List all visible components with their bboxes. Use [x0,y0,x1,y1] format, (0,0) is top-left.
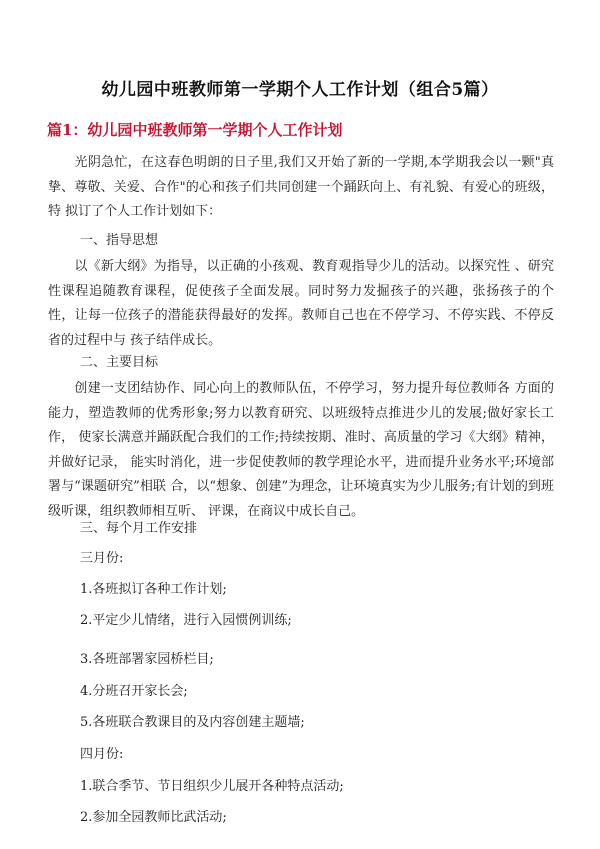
intro-paragraph: 光阴急忙，在这春色明朗的日子里,我们又开始了新的一学期,本学期我会以一颗"真挚、尊敬、关爱、合作"的心和孩子们共同创建一个踊跃向上、有礼貌、有爱心的班级，特 拟订了个人工作计划如下： [48,155,554,219]
section3-heading: 三、每个月工作安排 [80,521,198,536]
article-subtitle: 篇1：幼儿园中班教师第一学期个人工作计划 [47,121,343,139]
section2-heading: 二、主要目标 [80,355,159,370]
list-item: 4.分班召开家长会; [80,684,188,699]
list-item: 1.联合季节、节日组织少儿展开各种特点活动; [80,779,344,794]
section2-paragraph: 创建一支团结协作、同心向上的教师队伍，不停学习，努力提升每位教师各 方面的能力，塑造教师的优秀形象;努力以教育研究、以班级特点推进少儿的发展;做好家长工作， 使家长满意并踊跃配合我们的工作;持续按期、准时、高质量的学习《大纲》精神，并做好记录， 能实时消化，进一步促使教师的教学理论水平，进而提升业务水平;环境部署与“课题研究”相联 合，以“想象、创建”为理念，让环境真实为少儿服务;有计划的到班级听课，组织教师相互听、 评课，在商议中成长自己。 [48,381,554,519]
section1-heading: 一、指导思想 [80,233,159,248]
month-april-label: 四月份: [80,747,124,762]
list-item: 3.各班部署家园桥栏目; [80,652,214,667]
list-item: 2.平定少儿情绪，进行入园惯例训练; [80,613,292,628]
section1-paragraph: 以《新大纲》为指导，以正确的小孩观、教育观指导少儿的活动。以探究性 、研究性课程追随教育课程，促使孩子全面发展。同时努力发掘孩子的兴趣，张扬孩子的个性，让每一位孩子的潜能获得最好的发挥。教师自己也在不停学习、不停实践、不停反省的过程中与 孩子结伴成长。 [48,259,554,348]
list-item: 2.参加全园教师比武活动; [80,810,227,825]
list-item: 5.各班联合教课目的及内容创建主题墙; [80,715,305,730]
document-title: 幼儿园中班教师第一学期个人工作计划（组合5篇） [101,80,499,100]
month-march-label: 三月份: [80,551,124,566]
list-item: 1.各班拟订各种工作计划; [80,582,227,597]
